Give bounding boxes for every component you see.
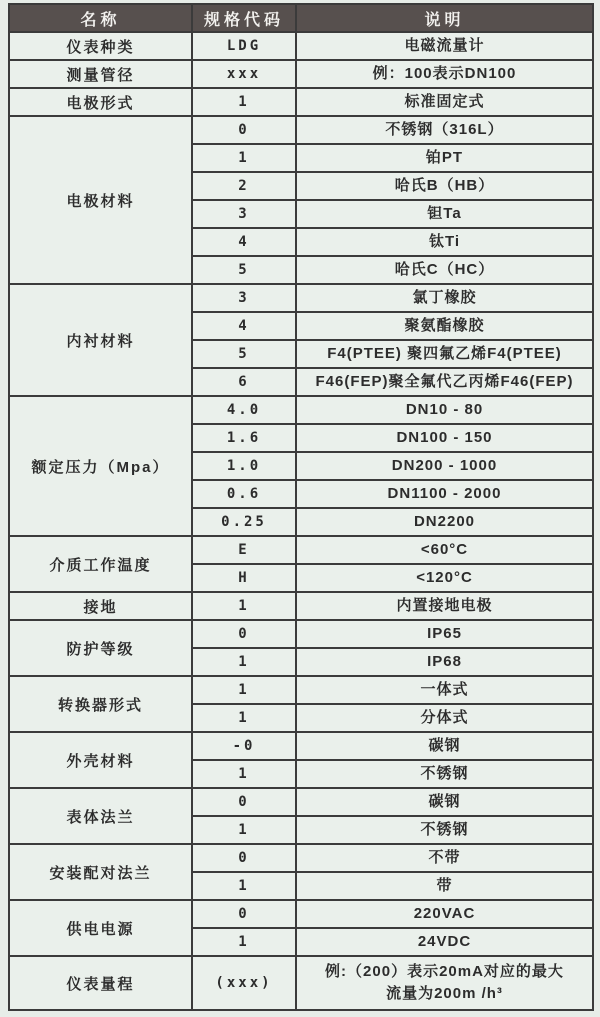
desc-cell: <120°C — [296, 564, 593, 592]
group-name-cell: 防护等级 — [9, 620, 192, 676]
group-name-cell: 安装配对法兰 — [9, 844, 192, 900]
desc-cell: 带 — [296, 872, 593, 900]
spec-table — [8, 3, 594, 1011]
desc-cell: F46(FEP)聚全氟代乙丙烯F46(FEP) — [296, 368, 593, 396]
desc-cell: 钽Ta — [296, 200, 593, 228]
code-cell: 4 — [192, 228, 296, 256]
code-cell: 3 — [192, 284, 296, 312]
desc-cell: 电磁流量计 — [296, 32, 593, 60]
code-cell: 0.25 — [192, 508, 296, 536]
table-row — [9, 900, 593, 928]
code-cell: 1 — [192, 676, 296, 704]
group-name-cell: 仪表种类 — [9, 32, 192, 60]
table-row — [9, 620, 593, 648]
desc-cell: 聚氨酯橡胶 — [296, 312, 593, 340]
desc-cell: F4(PTEE) 聚四氟乙烯F4(PTEE) — [296, 340, 593, 368]
group-name-cell: 内衬材料 — [9, 284, 192, 396]
desc-cell: 铂PT — [296, 144, 593, 172]
code-cell: 4 — [192, 312, 296, 340]
code-cell: 1 — [192, 648, 296, 676]
desc-cell: 例:（200）表示20mA对应的最大 流量为200m /h³ — [296, 956, 593, 1010]
desc-cell: 哈氏C（HC） — [296, 256, 593, 284]
table-row — [9, 284, 593, 312]
code-cell: 0 — [192, 116, 296, 144]
code-cell: 1 — [192, 704, 296, 732]
code-cell: 1 — [192, 928, 296, 956]
table-row — [9, 844, 593, 872]
header-name: 名称 — [9, 4, 192, 32]
code-cell: 1 — [192, 592, 296, 620]
table-row — [9, 88, 593, 116]
code-cell: 1 — [192, 816, 296, 844]
desc-cell: 220VAC — [296, 900, 593, 928]
code-cell: 1 — [192, 88, 296, 116]
code-cell: 1 — [192, 144, 296, 172]
desc-cell: 不锈钢 — [296, 760, 593, 788]
group-name-cell: 外壳材料 — [9, 732, 192, 788]
table-row — [9, 592, 593, 620]
code-cell: 3 — [192, 200, 296, 228]
desc-cell: 不锈钢 — [296, 816, 593, 844]
desc-cell: DN10 - 80 — [296, 396, 593, 424]
header-desc: 说明 — [296, 4, 593, 32]
code-cell: 0 — [192, 620, 296, 648]
group-name-cell: 电极形式 — [9, 88, 192, 116]
code-cell: (xxx) — [192, 956, 296, 1010]
desc-cell: DN200 - 1000 — [296, 452, 593, 480]
code-cell: H — [192, 564, 296, 592]
desc-cell: DN100 - 150 — [296, 424, 593, 452]
group-name-cell: 表体法兰 — [9, 788, 192, 844]
group-name-cell: 供电电源 — [9, 900, 192, 956]
table-row — [9, 788, 593, 816]
desc-cell: 碳钢 — [296, 788, 593, 816]
desc-cell: 不锈钢（316L） — [296, 116, 593, 144]
table-row — [9, 60, 593, 88]
desc-cell: <60°C — [296, 536, 593, 564]
code-cell: 1 — [192, 872, 296, 900]
group-name-cell: 转换器形式 — [9, 676, 192, 732]
table-row — [9, 956, 593, 1010]
desc-cell: 一体式 — [296, 676, 593, 704]
table-row — [9, 732, 593, 760]
code-cell: 2 — [192, 172, 296, 200]
spec-table-body — [9, 32, 593, 1010]
table-row — [9, 32, 593, 60]
table-row — [9, 676, 593, 704]
table-row — [9, 396, 593, 424]
code-cell: xxx — [192, 60, 296, 88]
code-cell: LDG — [192, 32, 296, 60]
desc-cell: 不带 — [296, 844, 593, 872]
desc-cell: 碳钢 — [296, 732, 593, 760]
desc-cell: DN2200 — [296, 508, 593, 536]
desc-cell: 例：100表示DN100 — [296, 60, 593, 88]
desc-cell: DN1100 - 2000 — [296, 480, 593, 508]
group-name-cell: 电极材料 — [9, 116, 192, 284]
code-cell: 1.0 — [192, 452, 296, 480]
code-cell: 0 — [192, 900, 296, 928]
code-cell: 5 — [192, 340, 296, 368]
table-header-row — [9, 4, 593, 32]
code-cell: 0 — [192, 844, 296, 872]
code-cell: 0 — [192, 788, 296, 816]
desc-cell: 分体式 — [296, 704, 593, 732]
group-name-cell: 仪表量程 — [9, 956, 192, 1010]
code-cell: E — [192, 536, 296, 564]
code-cell: 6 — [192, 368, 296, 396]
table-row — [9, 536, 593, 564]
desc-cell: 内置接地电极 — [296, 592, 593, 620]
table-row — [9, 116, 593, 144]
desc-cell: 钛Ti — [296, 228, 593, 256]
desc-cell: 氯丁橡胶 — [296, 284, 593, 312]
code-cell: 1.6 — [192, 424, 296, 452]
group-name-cell: 介质工作温度 — [9, 536, 192, 592]
group-name-cell: 额定压力（Mpa） — [9, 396, 192, 536]
group-name-cell: 接地 — [9, 592, 192, 620]
desc-cell: IP68 — [296, 648, 593, 676]
code-cell: 5 — [192, 256, 296, 284]
code-cell: 4.0 — [192, 396, 296, 424]
desc-cell: 标准固定式 — [296, 88, 593, 116]
code-cell: -0 — [192, 732, 296, 760]
desc-cell: 哈氏B（HB） — [296, 172, 593, 200]
desc-cell: IP65 — [296, 620, 593, 648]
group-name-cell: 测量管径 — [9, 60, 192, 88]
desc-cell: 24VDC — [296, 928, 593, 956]
header-code: 规格代码 — [192, 4, 296, 32]
code-cell: 0.6 — [192, 480, 296, 508]
code-cell: 1 — [192, 760, 296, 788]
